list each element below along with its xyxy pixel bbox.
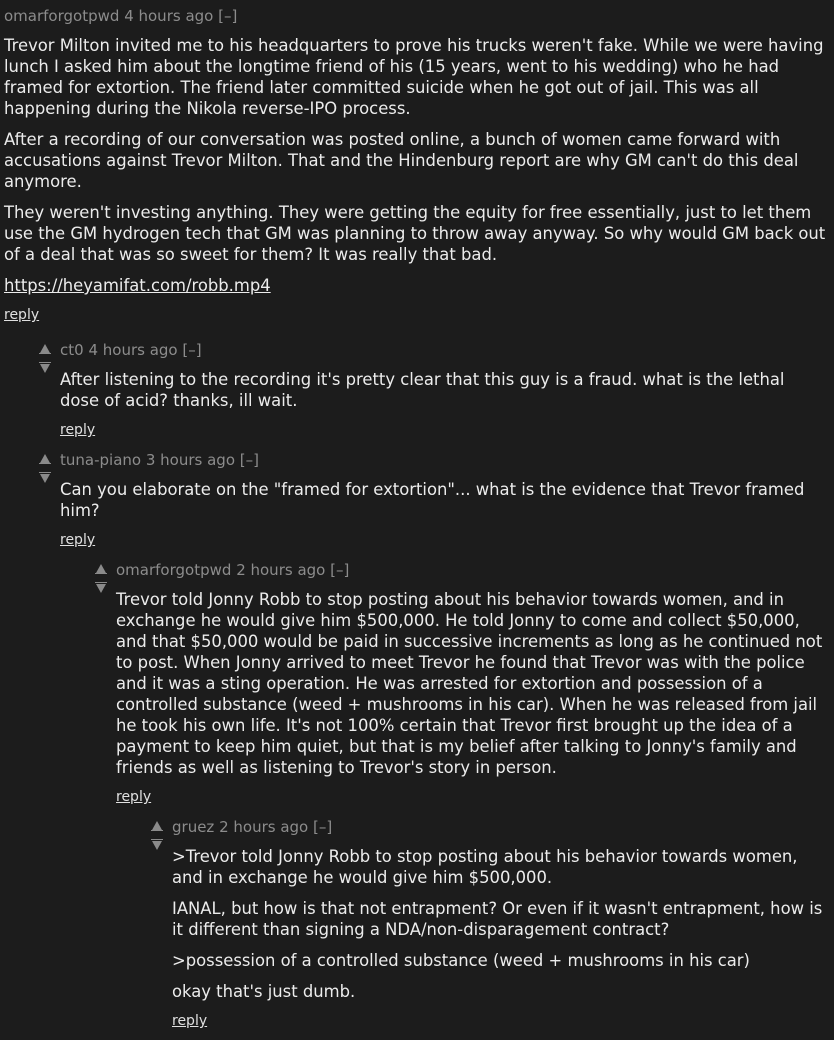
upvote-icon[interactable] (152, 821, 162, 830)
comment-paragraph: Can you elaborate on the "framed for extortion"... what is the evidence that Trevor framed him? (60, 480, 805, 520)
comment-age[interactable]: 4 hours ago (124, 7, 214, 25)
reply-link[interactable]: reply (60, 422, 96, 438)
comment-meta (4, 6, 830, 26)
comment-meta (60, 450, 828, 470)
collapse-toggle[interactable]: [–] (313, 818, 333, 836)
comment-paragraph: Trevor told Jonny Robb to stop posting about his behavior towards women, and in exchange he would give him $500,000. He told Jonny to come and collect $50,000, and that $50,000 would be paid in successive increments as long as he continued not to post. When Jonny arrived to meet Trevor he found that Trevor was with the police and it was a sting operation. He was arrested for extortion and possession of a controlled substance (weed + mushrooms in his car). When he was released from jail he took his own life. It's not 100% certain that Trevor first brought up the idea of a payment to keep him quiet, but that is my belief after talking to Jonny's family and friends as well as listening to Trevor's story in person. (116, 590, 823, 777)
comment-paragraph: They weren't investing anything. They were getting the equity for free essentially, just to let them use the GM hydrogen tech that GM was planning to throw away anyway. So why would GM back out of a deal that was so sweet for them? It was really that bad. (4, 203, 826, 264)
collapse-toggle[interactable]: [–] (330, 561, 350, 579)
comment-text (60, 369, 828, 411)
comment-text (4, 35, 830, 296)
comment-user[interactable]: omarforgotpwd (116, 561, 232, 579)
collapse-toggle[interactable]: [–] (182, 341, 202, 359)
upvote-icon[interactable] (40, 454, 50, 463)
comment-paragraph: >possession of a controlled substance (weed + mushrooms in his car) (172, 951, 750, 970)
comment-text (60, 479, 828, 521)
comment-age[interactable]: 2 hours ago (219, 818, 309, 836)
upvote-icon[interactable] (96, 564, 106, 573)
comment-age[interactable]: 3 hours ago (145, 451, 236, 469)
comment-user[interactable]: tuna-piano (60, 451, 142, 469)
downvote-icon[interactable] (96, 584, 106, 593)
collapse-toggle[interactable]: [–] (239, 451, 260, 469)
upvote-icon[interactable] (40, 344, 50, 353)
comment-paragraph: After listening to the recording it's pretty clear that this guy is a fraud. what is the lethal dose of acid? thanks, ill wait. (60, 370, 785, 410)
downvote-icon[interactable] (40, 364, 50, 373)
comment-paragraph: okay that's just dumb. (172, 982, 356, 1001)
comment (116, 560, 828, 806)
video-link[interactable]: https://heyamifat.com/robb.mp4 (4, 276, 271, 295)
comment-meta (172, 817, 830, 837)
comment (4, 6, 830, 324)
comment-age[interactable]: 4 hours ago (88, 341, 178, 359)
comment-age[interactable]: 2 hours ago (236, 561, 326, 579)
comment-paragraph: IANAL, but how is that not entrapment? Or even if it wasn't entrapment, how is it different than signing a NDA/non-disparagement contract? (172, 899, 823, 939)
downvote-icon[interactable] (40, 474, 50, 483)
reply-link[interactable]: reply (172, 1013, 208, 1029)
comment-user[interactable]: omarforgotpwd (4, 7, 120, 25)
collapse-toggle[interactable]: [–] (218, 7, 238, 25)
downvote-icon[interactable] (152, 841, 162, 850)
comment-text (172, 846, 830, 1002)
comment-paragraph: >Trevor told Jonny Robb to stop posting about his behavior towards women, and in exchange he would give him $500,000. (172, 847, 798, 887)
comment-text (116, 589, 828, 778)
comment-user[interactable]: ct0 (60, 341, 84, 359)
comment (60, 340, 828, 439)
reply-link[interactable]: reply (116, 789, 152, 805)
reply-link[interactable]: reply (4, 307, 40, 323)
comment (60, 450, 828, 549)
comment-paragraph: Trevor Milton invited me to his headquarters to prove his trucks weren't fake. While we were having lunch I asked him about the longtime friend of his (15 years, went to his wedding) who he had framed for extortion. The friend later committed suicide when he got out of jail. This was all happening during the Nikola reverse-IPO process. (4, 36, 824, 118)
comment-user[interactable]: gruez (172, 818, 215, 836)
comment-paragraph: After a recording of our conversation was posted online, a bunch of women came forward with accusations against Trevor Milton. That and the Hindenburg report are why GM can't do this deal anymore. (4, 130, 799, 191)
comment-meta (60, 340, 828, 360)
reply-link[interactable]: reply (60, 532, 96, 548)
comment (172, 817, 830, 1030)
comment-meta (116, 560, 828, 580)
